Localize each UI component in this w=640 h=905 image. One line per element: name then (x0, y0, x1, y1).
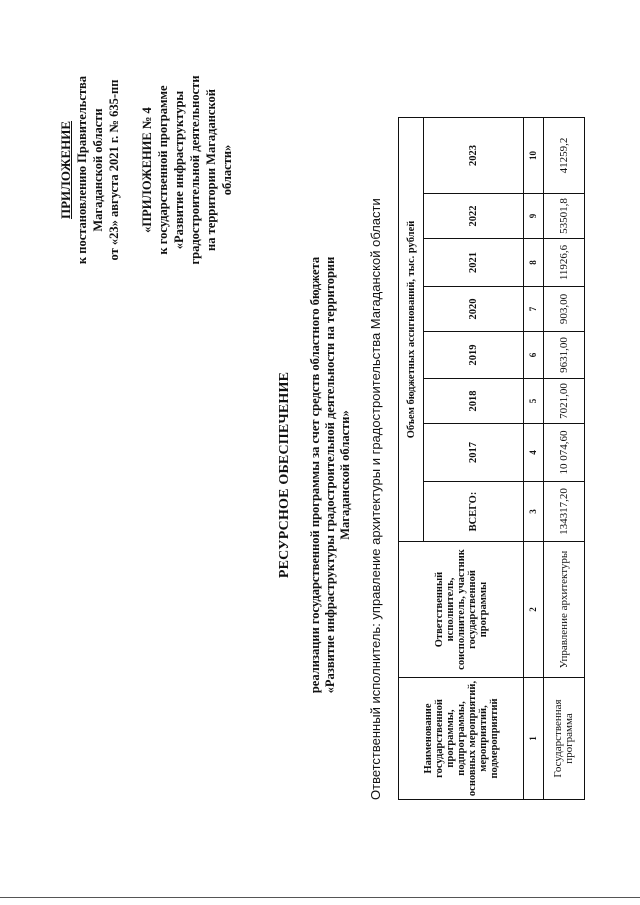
header-responsible-executor: Ответственный исполнитель, соисполнитель, участник государственной программы (399, 542, 524, 678)
column-number: 8 (524, 239, 544, 287)
header-year-2017: 2017 (424, 424, 524, 482)
row-value-2020: 903,00 (544, 287, 585, 332)
resource-heading: РЕСУРСНОЕ ОБЕСПЕЧЕНИЕ (277, 371, 292, 579)
column-number: 4 (524, 424, 544, 482)
column-number: 7 (524, 287, 544, 332)
header-year-2019: 2019 (424, 332, 524, 379)
row-value-2021: 11926,6 (544, 239, 585, 287)
resource-sub-line-1: реализации государственной программы за счет средств областного бюджета (308, 256, 322, 694)
column-number: 1 (524, 678, 544, 800)
column-number: 9 (524, 194, 544, 239)
row-value-2018: 7021,00 (544, 379, 585, 424)
row-value-2019: 9631,00 (544, 332, 585, 379)
appendix-sub-line-2: «Развитие инфраструктуры (172, 90, 186, 250)
header-year-2022: 2022 (424, 194, 524, 239)
budget-table (398, 117, 585, 800)
resource-sub-line-2: «Развитие инфраструктуры градостроительной деятельности на территории (323, 256, 337, 694)
header-year-2021: 2021 (424, 239, 524, 287)
column-number-row (524, 117, 544, 799)
header-program-name: Наименование государственной программы, подпрограммы, основных мероприятий, мероприятий, подмероприятий (399, 678, 524, 800)
appendix-line-3: от «23» августа 2021 г. № 635-пп (107, 79, 121, 261)
row-value-2022: 53501,8 (544, 194, 585, 239)
row-executor: Управление архитектуры (544, 542, 585, 678)
responsible-executor-line: Ответственный исполнитель: управление архитектуры и градостроительства Магаданской области (368, 198, 383, 800)
row-value-2023: 41259,2 (544, 117, 585, 193)
column-number: 5 (524, 379, 544, 424)
appendix-sub-line-5: области» (220, 144, 234, 196)
appendix-sub-line-1: к государственной программе (156, 85, 170, 255)
header-year-2023: 2023 (424, 117, 524, 193)
row-value-2017: 10 074,60 (544, 424, 585, 482)
header-year-2018: 2018 (424, 379, 524, 424)
header-year-total: ВСЕГО: (424, 482, 524, 542)
resource-heading-block (276, 195, 353, 755)
resource-sub-line-3: Магаданской области» (338, 410, 352, 540)
column-number: 2 (524, 542, 544, 678)
appendix-block (58, 30, 235, 310)
table-row (544, 117, 585, 799)
bottom-edge-rule (0, 897, 640, 898)
header-year-2020: 2020 (424, 287, 524, 332)
appendix-sub-line-3: градостроительной деятельности (188, 75, 202, 265)
row-program-name: Государственная программа (544, 678, 585, 800)
column-number: 10 (524, 117, 544, 193)
appendix-sub-line-4: на территории Магаданской (204, 89, 218, 251)
appendix-gap (122, 30, 139, 310)
column-number: 6 (524, 332, 544, 379)
appendix-title: ПРИЛОЖЕНИЕ (58, 120, 73, 220)
appendix-sub-title: «ПРИЛОЖЕНИЕ № 4 (140, 107, 154, 233)
row-value-total: 134317,20 (544, 482, 585, 542)
appendix-line-2: Магаданской области (91, 108, 105, 232)
header-budget-volume: Объем бюджетных ассигнований, тыс. рублей (399, 117, 424, 541)
appendix-line-1: к постановлению Правительства (75, 75, 89, 265)
resource-subheading (308, 195, 353, 755)
column-number: 3 (524, 482, 544, 542)
